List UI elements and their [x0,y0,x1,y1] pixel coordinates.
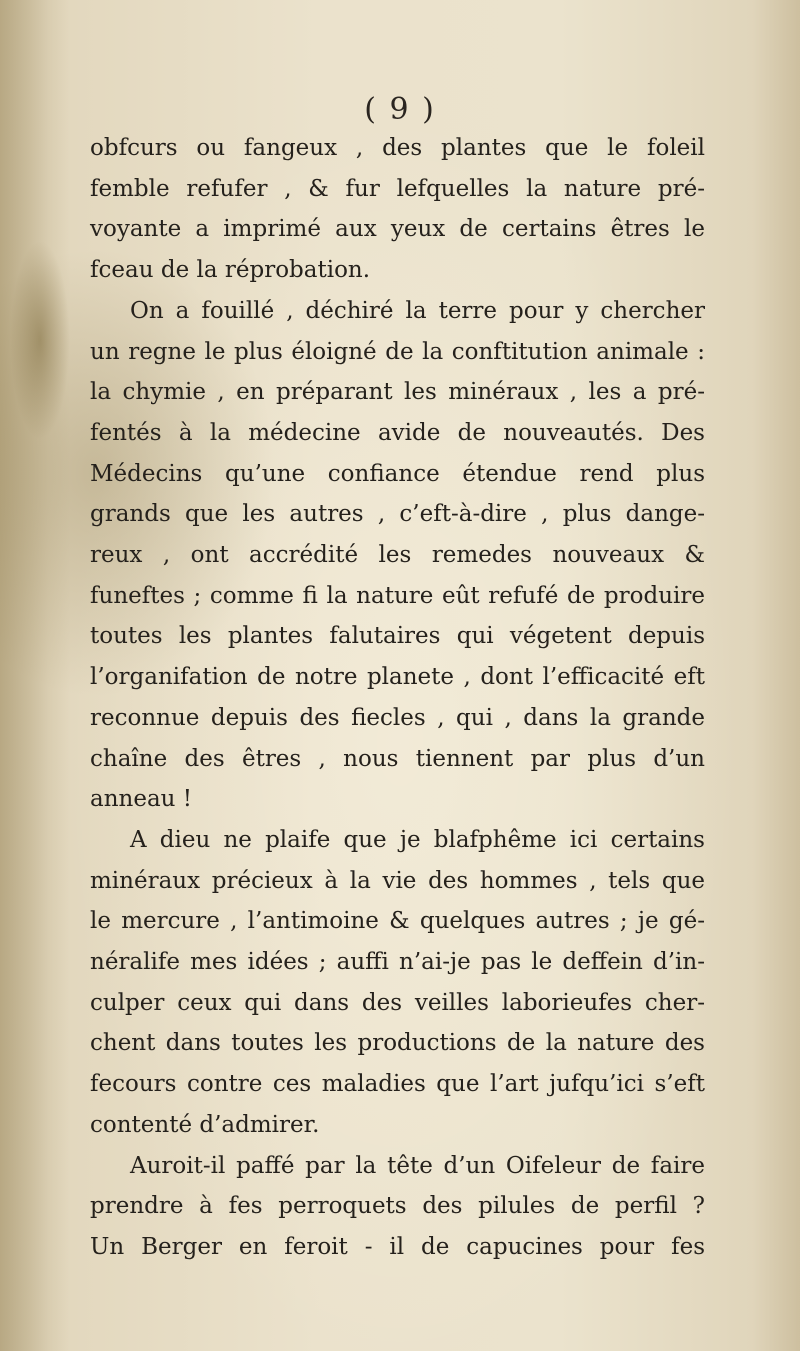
text-line: fceau de la réprobation. [90,257,371,284]
text-line: obfcurs ou fangeux , des plantes que le foleil [90,135,705,161]
text-line: Un Berger en feroit - il de capucines pour fes [90,1233,705,1260]
page-edge-shadow [0,0,70,1351]
text-line: la chymie , en préparant les minéraux , les a pré- [90,379,705,406]
text-line: anneau ! [90,786,193,813]
body-text [90,128,705,1268]
text-line: minéraux précieux à la vie des hommes , tels que [90,867,705,894]
text-line: On a fouillé , déchiré la terre pour y chercher [130,297,705,324]
text-line: néralife mes idées ; auffi n’ai-je pas le deffein d’in- [90,949,705,976]
text-line: voyante a imprimé aux yeux de certains êtres le [90,216,705,243]
text-line: chent dans toutes les productions de la nature des [90,1030,705,1057]
text-line: A dieu ne plaife que je blafphême ici certains [130,826,705,853]
text-line: femble refufer , & fur lefquelles la nature pré- [90,175,705,202]
text-line: culper ceux qui dans des veilles laborieufes cher- [90,989,705,1016]
text-line: reux , ont accrédité les remedes nouveaux & [90,542,705,569]
text-line: chaîne des êtres , nous tiennent par plus d’un [90,745,705,772]
text-line: l’organifation de notre planete , dont l’efficacité eft [90,664,705,691]
page-number: ( 9 ) [364,92,436,127]
text-line: fecours contre ces maladies que l’art jufqu’ici s’eft [90,1071,705,1098]
text-line: un regne le plus éloigné de la conftitution animale : [90,338,705,365]
text-line: reconnue depuis des fiecles , qui , dans la grande [90,704,705,731]
text-line: toutes les plantes falutaires qui végetent depuis [90,623,705,650]
text-line: contenté d’admirer. [90,1111,320,1138]
paper-stain [10,240,70,440]
text-line: fentés à la médecine avide de nouveautés. Des [90,419,705,446]
text-line: grands que les autres , c’eft-à-dire , plus dange- [90,501,705,528]
text-line: Médecins qu’une confiance étendue rend plus [90,460,705,487]
text-line: prendre à fes perroquets des pilules de perfil ? [90,1193,705,1220]
text-line: le mercure , l’antimoine & quelques autres ; je gé- [90,908,705,935]
text-line: funeftes ; comme fi la nature eût refufé de produire [90,582,705,609]
text-line: Auroit-il paffé par la tête d’un Oifeleur de faire [130,1152,705,1179]
